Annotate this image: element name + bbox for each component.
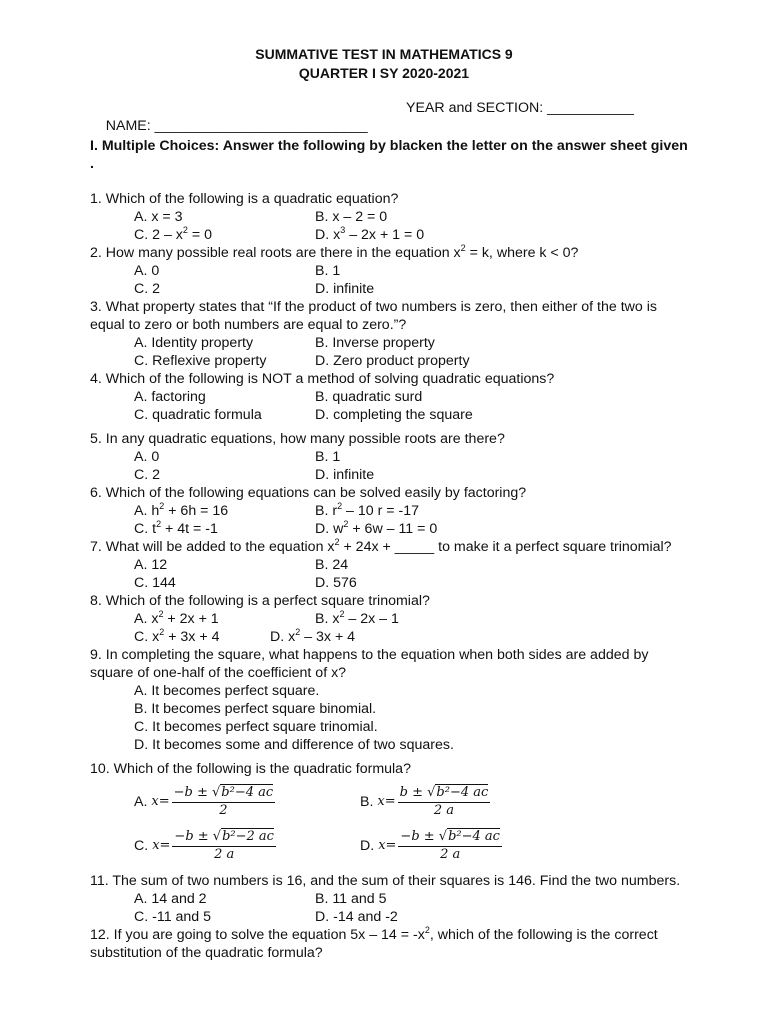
choice-c[interactable]: C. It becomes perfect square trinomial.: [134, 719, 378, 735]
choice-b[interactable]: B. 1: [315, 263, 341, 279]
choices: [134, 262, 730, 298]
choice-c[interactable]: C. $t^2 + 4t = -1$: [134, 519, 218, 537]
question-text-line-1: 9. In completing the square, what happens to the equation when both sides are added by: [90, 647, 649, 663]
instructions: I. Multiple Choices: Answer the following by blacken the letter on the answer sheet given .: [90, 138, 688, 172]
choice-a[interactable]: A. x= $\frac{\text{−b ± √b²−4 ac}}{2}$: [134, 785, 274, 818]
question-9: [90, 646, 730, 754]
test-title: SUMMATIVE TEST IN MATHEMATICS 9: [255, 46, 513, 62]
question-text: 4. Which of the following is NOT a method of solving quadratic equations?: [90, 371, 555, 387]
choice-c[interactable]: C. Reflexive property: [134, 353, 267, 369]
choice-b[interactable]: B. 1: [315, 449, 341, 465]
choices: [134, 208, 730, 244]
choice-b[interactable]: B. $r^2 - 10$ r = -17: [315, 501, 419, 519]
question-7: [90, 538, 730, 592]
question-2: [90, 244, 730, 298]
formula-fraction: $\frac{\text{b ± √b²−4 ac}}{2 a}$: [399, 785, 489, 818]
choice-a[interactable]: A. 14 and 2: [134, 891, 207, 907]
question-text: 6. Which of the following equations can be solved easily by factoring?: [90, 485, 527, 501]
choice-d[interactable]: D. $x^3 - 2x + 1 = 0$: [315, 225, 425, 243]
question-11: [90, 872, 730, 926]
choice-b[interactable]: B. $x^2 - 2x - 1$: [315, 609, 399, 627]
choices: [134, 682, 730, 754]
question-text: 8. Which of the following is a perfect square trinomial?: [90, 593, 430, 609]
question-5: [90, 430, 730, 484]
choice-d[interactable]: D. -14 and -2: [315, 909, 398, 925]
choice-a[interactable]: A. $x^2 + 2x + 1$: [134, 609, 219, 627]
question-list: [90, 190, 730, 962]
question-4: [90, 370, 730, 424]
choice-c[interactable]: C. x= $\frac{\text{−b ± √b²−2 ac}}{2 a}$: [134, 829, 274, 862]
question-text-line-2: equal to zero or both numbers are equal to zero.”?: [90, 317, 407, 333]
choice-c[interactable]: C. quadratic formula: [134, 407, 262, 423]
choices-row-1: [134, 610, 730, 628]
question-1: [90, 190, 730, 244]
choice-b[interactable]: B. Inverse property: [315, 335, 435, 351]
choice-d[interactable]: D. infinite: [315, 467, 375, 483]
choice-a[interactable]: A. factoring: [134, 389, 206, 405]
choice-c[interactable]: C. -11 and 5: [134, 909, 212, 925]
choice-d[interactable]: D. Zero product property: [315, 353, 470, 369]
question-text-line-1: 3. What property states that “If the product of two numbers is zero, then either of the two is: [90, 299, 657, 315]
choices: [134, 502, 730, 538]
choices: [134, 890, 730, 926]
question-text-line-1: 12. If you are going to solve the equation $5x - 14 = -x^2$, which of the following is the correct: [90, 925, 658, 943]
formula-fraction: $\frac{\text{−b ± √b²−2 ac}}{2 a}$: [174, 829, 274, 862]
choice-a[interactable]: A. It becomes perfect square.: [134, 683, 320, 699]
choice-b[interactable]: B. 24: [315, 557, 349, 573]
formula-fraction: $\frac{\text{−b ± √b²−4 ac}}{2 a}$: [400, 829, 500, 862]
test-subtitle: QUARTER I SY 2020-2021: [298, 65, 470, 81]
choice-b[interactable]: B. x – 2 = 0: [315, 209, 388, 225]
choice-b[interactable]: B. It becomes perfect square binomial.: [134, 701, 377, 717]
choice-c[interactable]: C. $x^2 + 3x + 4$: [134, 627, 220, 645]
question-3: [90, 298, 730, 370]
question-text: 5. In any quadratic equations, how many possible roots are there?: [90, 431, 505, 447]
question-text-line-2: substitution of the quadratic formula?: [90, 945, 323, 961]
choice-d[interactable]: D. 576: [315, 575, 357, 591]
question-12: [90, 926, 730, 962]
question-10: [90, 760, 730, 866]
choice-c[interactable]: C. $2 - x^2 = 0$: [134, 225, 212, 243]
question-8: [90, 592, 730, 646]
choices-row-2: [134, 628, 730, 646]
choices: [134, 448, 730, 484]
choice-d[interactable]: D. completing the square: [315, 407, 473, 423]
question-text: 2. How many possible real roots are there in the equation $x^2 = k$, where k < 0?: [90, 243, 579, 261]
test-header: [0, 45, 768, 83]
question-text: 1. Which of the following is a quadratic equation?: [90, 191, 399, 207]
choice-a[interactable]: A. 0: [134, 449, 160, 465]
question-text: 10. Which of the following is the quadratic formula?: [90, 761, 411, 777]
choice-d[interactable]: D. infinite: [315, 281, 375, 297]
choice-d[interactable]: D. It becomes some and difference of two squares.: [134, 737, 454, 753]
question-text: 7. What will be added to the equation $x^2 + 24x$ + _____ to make it a perfect square trinomial?: [90, 537, 672, 555]
formula-choices: [134, 782, 730, 866]
choice-a[interactable]: A. x = 3: [134, 209, 183, 225]
choices: [134, 556, 730, 592]
choice-d[interactable]: D. $x^2 - 3x + 4$: [270, 627, 356, 645]
choice-a[interactable]: A. Identity property: [134, 335, 254, 351]
choice-d[interactable]: D. x= $\frac{\text{−b ± √b²−4 ac}}{2 a}$: [360, 829, 500, 862]
choice-b[interactable]: B. quadratic surd: [315, 389, 423, 405]
choice-c[interactable]: C. 2: [134, 467, 161, 483]
choice-d[interactable]: D. $w^2 + 6w - 11 = 0$: [315, 519, 438, 537]
formula-fraction: $\frac{\text{−b ± √b²−4 ac}}{2}$: [173, 785, 274, 818]
choice-a[interactable]: A. 0: [134, 263, 160, 279]
choice-b[interactable]: B. 11 and 5: [315, 891, 387, 907]
name-field[interactable]: NAME: ___________________________: [105, 118, 368, 134]
question-text: 11. The sum of two numbers is 16, and the sum of their squares is 146. Find the two numbers.: [90, 873, 681, 889]
question-6: [90, 484, 730, 538]
question-text-line-2: square of one-half of the coefficient of x?: [90, 665, 347, 681]
choice-c[interactable]: C. 2: [134, 281, 161, 297]
year-section-field[interactable]: YEAR and SECTION: ___________: [406, 100, 634, 116]
choice-a[interactable]: A. $h^2 + 6h = 16$: [134, 501, 229, 519]
choice-a[interactable]: A. 12: [134, 557, 168, 573]
choice-b[interactable]: B. x= $\frac{\text{b ± √b²−4 ac}}{2 a}$: [360, 785, 489, 818]
choices: [134, 334, 730, 370]
choice-c[interactable]: C. 144: [134, 575, 176, 591]
choices: [134, 388, 730, 424]
